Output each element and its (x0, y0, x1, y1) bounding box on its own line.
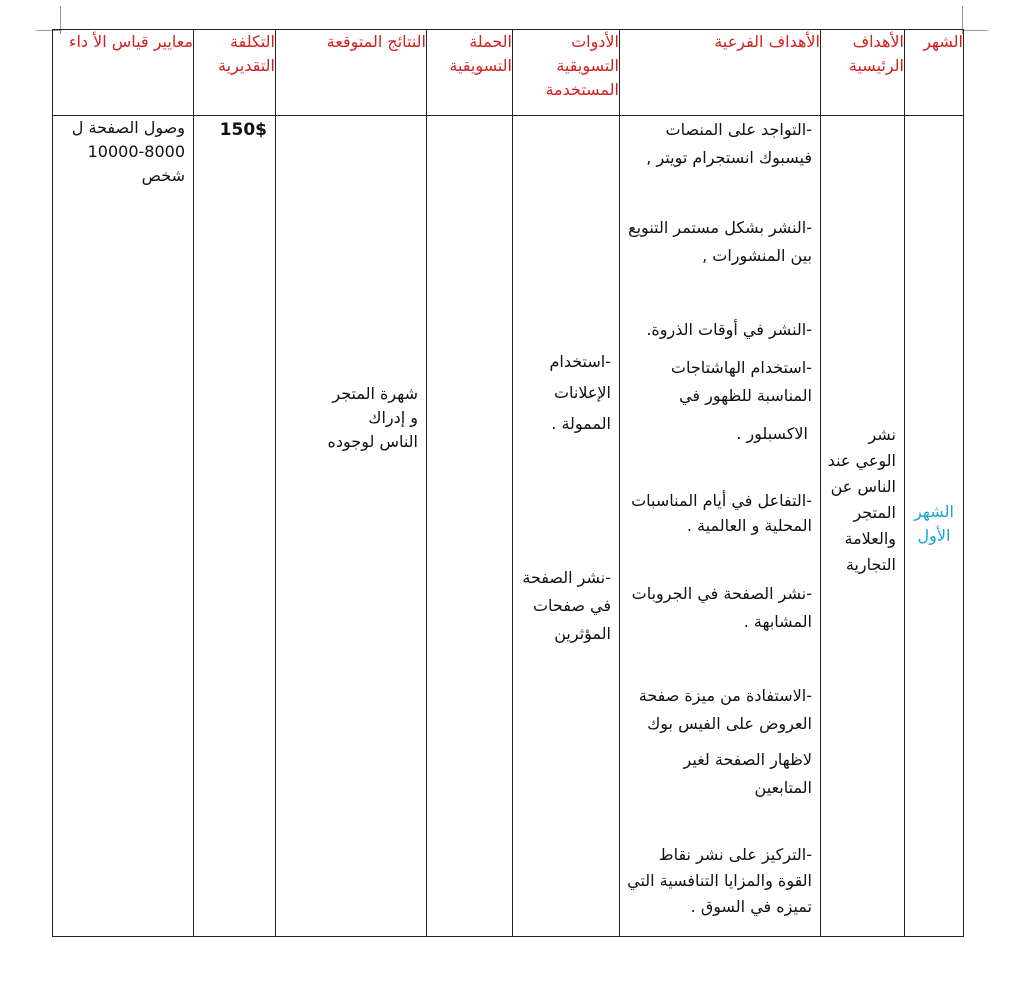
sub-goal-item: لاظهار الصفحة لغير المتابعين (683, 750, 812, 797)
header-cost: التكلفة التقديرية (194, 30, 276, 116)
sub-goal-item: -التواجد على المنصات فيسبوك انستجرام تويتر , (646, 120, 812, 167)
header-campaign: الحملة التسويقية (427, 30, 513, 116)
cell-campaign (427, 116, 513, 937)
table-row (53, 116, 964, 937)
marketing-plan-table (52, 29, 964, 937)
cell-tools (513, 116, 620, 937)
sub-goal-item: -النشر في أوقات الذروة. (646, 320, 812, 339)
cell-month (905, 116, 964, 937)
results-text: شهرة المتجر و إدراك الناس لوجوده (327, 384, 418, 451)
header-tools: الأدوات التسويقية المستخدمة (513, 30, 620, 116)
sub-goal-item: -التركيز على نشر نقاط القوة والمزايا التنافسية التي تميزه في السوق . (627, 845, 812, 916)
header-kpi: معايير قياس الأ داء (53, 30, 194, 116)
month-value: الشهر الأول (914, 502, 954, 545)
header-sub-goals: الأهداف الفرعية (620, 30, 821, 116)
sub-goal-item: -الاستفادة من ميزة صفحة العروض على الفيس بوك (638, 686, 812, 733)
cell-main-goal (821, 116, 905, 937)
tool-item: -نشر الصفحة في صفحات المؤثرين (522, 568, 611, 643)
cell-cost (194, 116, 276, 937)
sub-goal-item: -النشر بشكل مستمر التنويع بين المنشورات , (628, 218, 812, 265)
sub-goal-item: -نشر الصفحة في الجروبات المشابهة . (631, 584, 812, 631)
sub-goal-item: الاكسبلور . (736, 424, 808, 443)
page-corner-mark (962, 30, 988, 31)
main-goal-text: نشر الوعي عند الناس عن المتجر والعلامة التجارية (827, 425, 896, 574)
sub-goal-item: -استخدام الهاشتاجات المناسبة للظهور في (670, 358, 812, 405)
cell-results (276, 116, 427, 937)
header-month: الشهر (905, 30, 964, 116)
sub-goal-item: -التفاعل في أيام المناسبات المحلية و العالمية . (631, 491, 812, 535)
cell-sub-goals (620, 116, 821, 937)
header-row (53, 30, 964, 116)
cost-value: 150$ (219, 120, 267, 140)
header-main-goals: الأهداف الرئيسية (821, 30, 905, 116)
tool-item: -استخدام الإعلانات الممولة . (549, 352, 611, 433)
cell-kpi (53, 116, 194, 937)
header-results: النتائج المتوقعة (276, 30, 427, 116)
kpi-text: وصول الصفحة ل 8000-10000 شخص (71, 118, 185, 185)
